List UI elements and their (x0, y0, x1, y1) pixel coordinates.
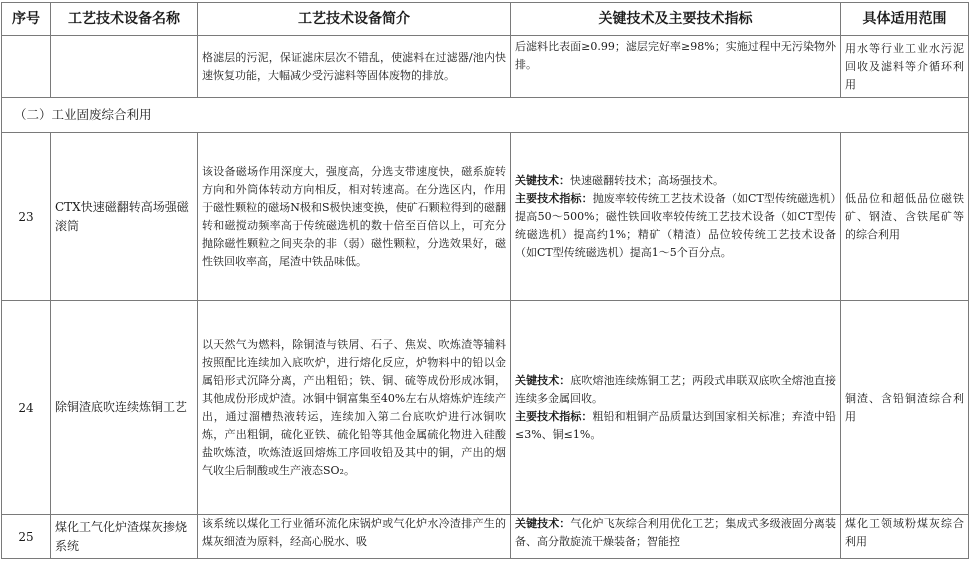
row-scope: 煤化工领域粉煤灰综合利用 (841, 515, 969, 559)
table-row-24 (2, 301, 969, 515)
row-number: 25 (2, 515, 51, 559)
row-name: 煤化工气化炉渣煤灰掺烧系统 (51, 515, 198, 559)
section-title: （二）工业固废综合利用 (2, 98, 969, 133)
row-name: CTX快速磁翻转高场强磁滚筒 (51, 133, 198, 301)
key-tech-label: 关键技术： (515, 173, 570, 187)
main-index-label: 主要技术指标： (515, 409, 593, 423)
row-scope-cell: 用水等行业工业水污泥回收及滤料等介循环利用 (841, 36, 969, 98)
row-desc: 该系统以煤化工行业循环流化床锅炉或气化炉水冷渣排产生的煤灰细渣为原料，经高心脱水、吸 (198, 515, 511, 559)
row-tech (511, 301, 841, 515)
row-scope: 铜渣、含铅铜渣综合利用 (841, 301, 969, 515)
key-tech-text: 底吹熔池连续炼铜工艺；两段式串联双底吹全熔池直接连续多金属回收。 (515, 373, 837, 405)
main-index-text: 粗铅和粗铜产品质量达到国家相关标准；弃渣中铅≤3%、铜≤1%。 (515, 409, 836, 441)
row-desc: 以天然气为燃料，除铜渣与铁屑、石子、焦炭、吹炼渣等辅料按照配比连续加入底吹炉，进行熔化反应，炉物料中的铅以金属铅形式沉降分离，产出粗铅；铁、铜、硫等成份形成冰铜，其他成份形成炉渣。冰铜中铜富集至40%左右从熔炼炉连续产出，通过溜槽热液转运，连续加入第二台底吹炉进行冰铜吹炼，产出粗铜，硫化亚铁、硫化铅等其他金属硫化物进入硅酸盐吹炼渣，吹炼渣返回熔炼工序回收铅及其中的铜，产出的烟气收尘后制酸或生产液态SO₂。 (198, 301, 511, 515)
header-desc: 工艺技术设备简介 (198, 3, 511, 36)
row-scope: 低品位和超低品位磁铁矿、钢渣、含铁尾矿等的综合利用 (841, 133, 969, 301)
key-tech-line (515, 172, 836, 190)
main-index-text: 抛废率较传统工艺技术设备（如CT型传统磁选机）提高50～500%；磁性铁回收率较传统工艺技术设备（如CT型传统磁选机）提高约1%；精矿（精渣）品位较传统工艺技术设备（如CT型传统磁选机）提高1～5个百分点。 (515, 191, 836, 259)
main-index-line (515, 408, 836, 444)
key-tech-label: 关键技术： (515, 517, 571, 530)
table-row-23 (2, 133, 969, 301)
key-tech-text: 快速磁翻转技术；高场强技术。 (570, 173, 724, 187)
process-table (1, 2, 969, 559)
row-desc: 该设备磁场作用深度大，强度高，分选支带速度快，磁系旋转方向和外筒体转动方向相反，相对转速高。在分选区内，作用于磁性颗粒的磁场N极和S极快速变换，使矿石颗粒得到的磁翻转和磁搅动频率高于传统磁选机的数十倍至百倍以上，可充分抛除磁性颗粒之间夹杂的非（弱）磁性颗粒，分选效果好，磁性铁回收率高，尾渣中铁品味低。 (198, 133, 511, 301)
row-desc-cell: 格滤层的污泥，保证滤床层次不错乱，使滤料在过滤器/池内快速恢复功能，大幅减少受污滤料等固体废物的排放。 (198, 36, 511, 98)
row-name: 除铜渣底吹连续炼铜工艺 (51, 301, 198, 515)
table-row-continued (2, 36, 969, 98)
row-tech (511, 515, 841, 559)
row-number: 23 (2, 133, 51, 301)
key-tech-line (515, 372, 836, 408)
table-header-row (2, 3, 969, 36)
section-row (2, 98, 969, 133)
row-no-cell (2, 36, 51, 98)
main-index-line (515, 190, 836, 262)
row-tech (511, 133, 841, 301)
row-number: 24 (2, 301, 51, 515)
key-tech-label: 关键技术： (515, 373, 571, 387)
header-name: 工艺技术设备名称 (51, 3, 198, 36)
main-index-label: 主要技术指标： (515, 191, 593, 205)
header-tech: 关键技术及主要技术指标 (511, 3, 841, 36)
row-name-cell (51, 36, 198, 98)
header-scope: 具体适用范围 (841, 3, 969, 36)
key-tech-text: 气化炉飞灰综合利用优化工艺；集成式多级液固分离装备、高分散旋流干燥装备；智能控 (515, 517, 837, 548)
table-row-25 (2, 515, 969, 559)
header-no: 序号 (2, 3, 51, 36)
row-tech-cell: 后滤料比表面≥0.99；滤层完好率≥98%；实施过程中无污染物外排。 (511, 36, 841, 98)
key-tech-line (515, 515, 836, 551)
